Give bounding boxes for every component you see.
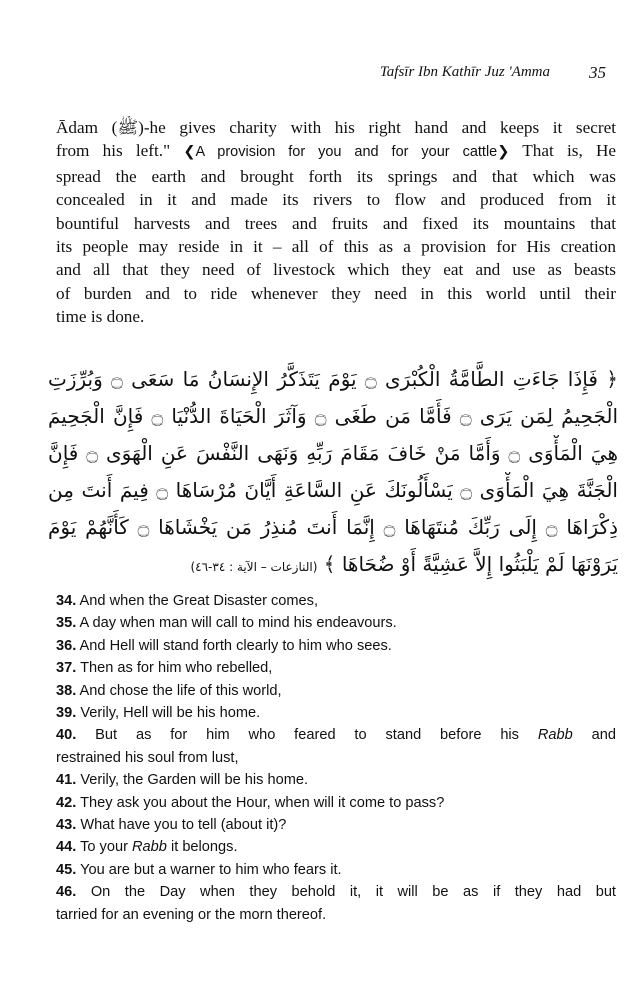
commentary-paragraph	[56, 116, 616, 329]
arabic-verses	[48, 361, 618, 586]
verse-number: 40.	[56, 727, 77, 744]
arabic-line: الْجَحِيمُ لِمَن يَرَى ۝ فَأَمَّا مَن طَغَى ۝ وَآثَرَ الْحَيَاةَ الدُّنْيَا ۝ فَإِنَّ الْجَحِيمَ	[48, 404, 618, 428]
translation-line	[56, 657, 616, 679]
verse-number: 38.	[56, 682, 77, 699]
verse-number: 34.	[56, 593, 77, 609]
translation-line	[56, 680, 616, 702]
verse-text: They ask you about the Hour, when will it come to pass?	[80, 794, 445, 811]
translation-line	[56, 769, 616, 791]
translation-line	[56, 814, 616, 836]
verse-number: 43.	[56, 817, 77, 834]
commentary-line: of burden and to ride whenever they need in this world until their	[56, 283, 616, 303]
rabb-term: Rabb	[537, 727, 573, 744]
verse-text: And chose the life of this world,	[79, 682, 282, 699]
arabic-line: هِيَ الْمَأْوَى ۝ وَأَمَّا مَنْ خَافَ مَقَامَ رَبِّهِ وَنَهَى النَّفْسَ عَنِ الْهَوَى ۝ فَإِنَّ	[48, 441, 618, 465]
verse-text: it belongs.	[170, 839, 238, 856]
verse-number: 42.	[56, 794, 77, 811]
arabic-line: ذِكْرَاهَا ۝ إِلَى رَبِّكَ مُنتَهَاهَا ۝ إِنَّمَا أَنتَ مُنذِرُ مَن يَخْشَاهَا ۝ كَأَنَّهُمْ يَوْمَ	[48, 515, 618, 539]
arabic-line: ﴿ فَإِذَا جَاءَتِ الطَّامَّةُ الْكُبْرَى ۝ يَوْمَ يَتَذَكَّرُ الإِنسَانُ مَا سَعَى ۝ وَبُرِّزَتِ	[48, 367, 618, 391]
translation-line	[56, 859, 616, 881]
running-title: Tafsīr Ibn Kathīr Juz 'Amma	[379, 64, 550, 80]
surah-reference: (النازعات – الآية : ٣٤-٤٦)	[190, 560, 318, 574]
verse-number: 39.	[56, 705, 77, 722]
verse-number: 44.	[56, 839, 77, 856]
commentary-line: time is done.	[56, 307, 145, 327]
verse-number: 35.	[56, 615, 77, 632]
verse-text: And Hell will stand forth clearly to him who sees.	[79, 637, 392, 654]
commentary-line	[56, 139, 616, 164]
verse-number: 36.	[56, 637, 77, 654]
verse-text: You are but a warner to him who fears it.	[80, 861, 342, 878]
verse-text: Verily, Hell will be his home.	[80, 705, 261, 722]
commentary-line: and all that they need of livestock which they eat and use as beasts	[56, 260, 616, 280]
translation-line: tarried for an evening or the morn thereof.	[56, 906, 327, 923]
page-number: 35	[589, 63, 606, 82]
rabb-term: Rabb	[132, 839, 167, 856]
translation-line	[56, 881, 616, 903]
translation-line	[56, 724, 616, 746]
verse-number: 37.	[56, 660, 77, 677]
commentary-text: from his left."	[56, 141, 171, 161]
verse-text: And when the Great Disaster comes,	[79, 593, 319, 609]
verse-number: 46.	[56, 884, 77, 901]
arabic-text: يَرَوْنَهَا لَمْ يَلْبَثُوا إِلاَّ عَشِيَّةً أَوْ ضُحَاهَا ﴾	[323, 552, 618, 576]
verse-text: Then as for him who rebelled,	[80, 660, 273, 677]
commentary-line: spread the earth and brought forth its springs and that which was	[56, 166, 616, 186]
verse-translation	[56, 590, 616, 926]
verse-text: To your	[80, 839, 128, 856]
commentary-line: bountiful harvests and trees and fruits and fixed its mountains that	[56, 213, 616, 233]
verse-text: A day when man will call to mind his endeavours.	[79, 615, 397, 632]
commentary-line: concealed in it and made its rivers to flow and produced from it	[56, 190, 616, 210]
translation-line: restrained his soul from lust,	[56, 749, 239, 766]
verse-text: and	[591, 727, 616, 744]
verse-text: But as for him who feared to stand before his	[95, 727, 519, 744]
page-header	[0, 64, 638, 88]
translation-line	[56, 836, 616, 858]
commentary-line: its people may reside in it – all of this as a provision for His creation	[56, 237, 616, 257]
verse-text: On the Day when they behold it, it will be as if they had but	[90, 884, 616, 901]
verse-text: Verily, the Garden will be his home.	[80, 772, 309, 789]
verse-text: What have you to tell (about it)?	[80, 817, 287, 834]
verse-number: 45.	[56, 861, 77, 878]
inline-quran-quote: ❮A provision for you and for your cattle❯	[183, 144, 510, 161]
translation-line	[56, 702, 616, 724]
commentary-text: That is, He	[522, 141, 616, 161]
translation-line	[56, 635, 616, 657]
commentary-line: Ādam (ﷺ)-he gives charity with his right hand and keeps it secret	[56, 118, 616, 137]
arabic-line	[48, 546, 618, 586]
arabic-line: الْجَنَّةَ هِيَ الْمَأْوَى ۝ يَسْأَلُونَكَ عَنِ السَّاعَةِ أَيَّانَ مُرْسَاهَا ۝ فِيمَ أَنتَ مِن	[48, 478, 618, 502]
verse-number: 41.	[56, 772, 77, 789]
translation-line	[56, 612, 616, 634]
translation-line	[56, 590, 616, 612]
translation-line	[56, 792, 616, 814]
